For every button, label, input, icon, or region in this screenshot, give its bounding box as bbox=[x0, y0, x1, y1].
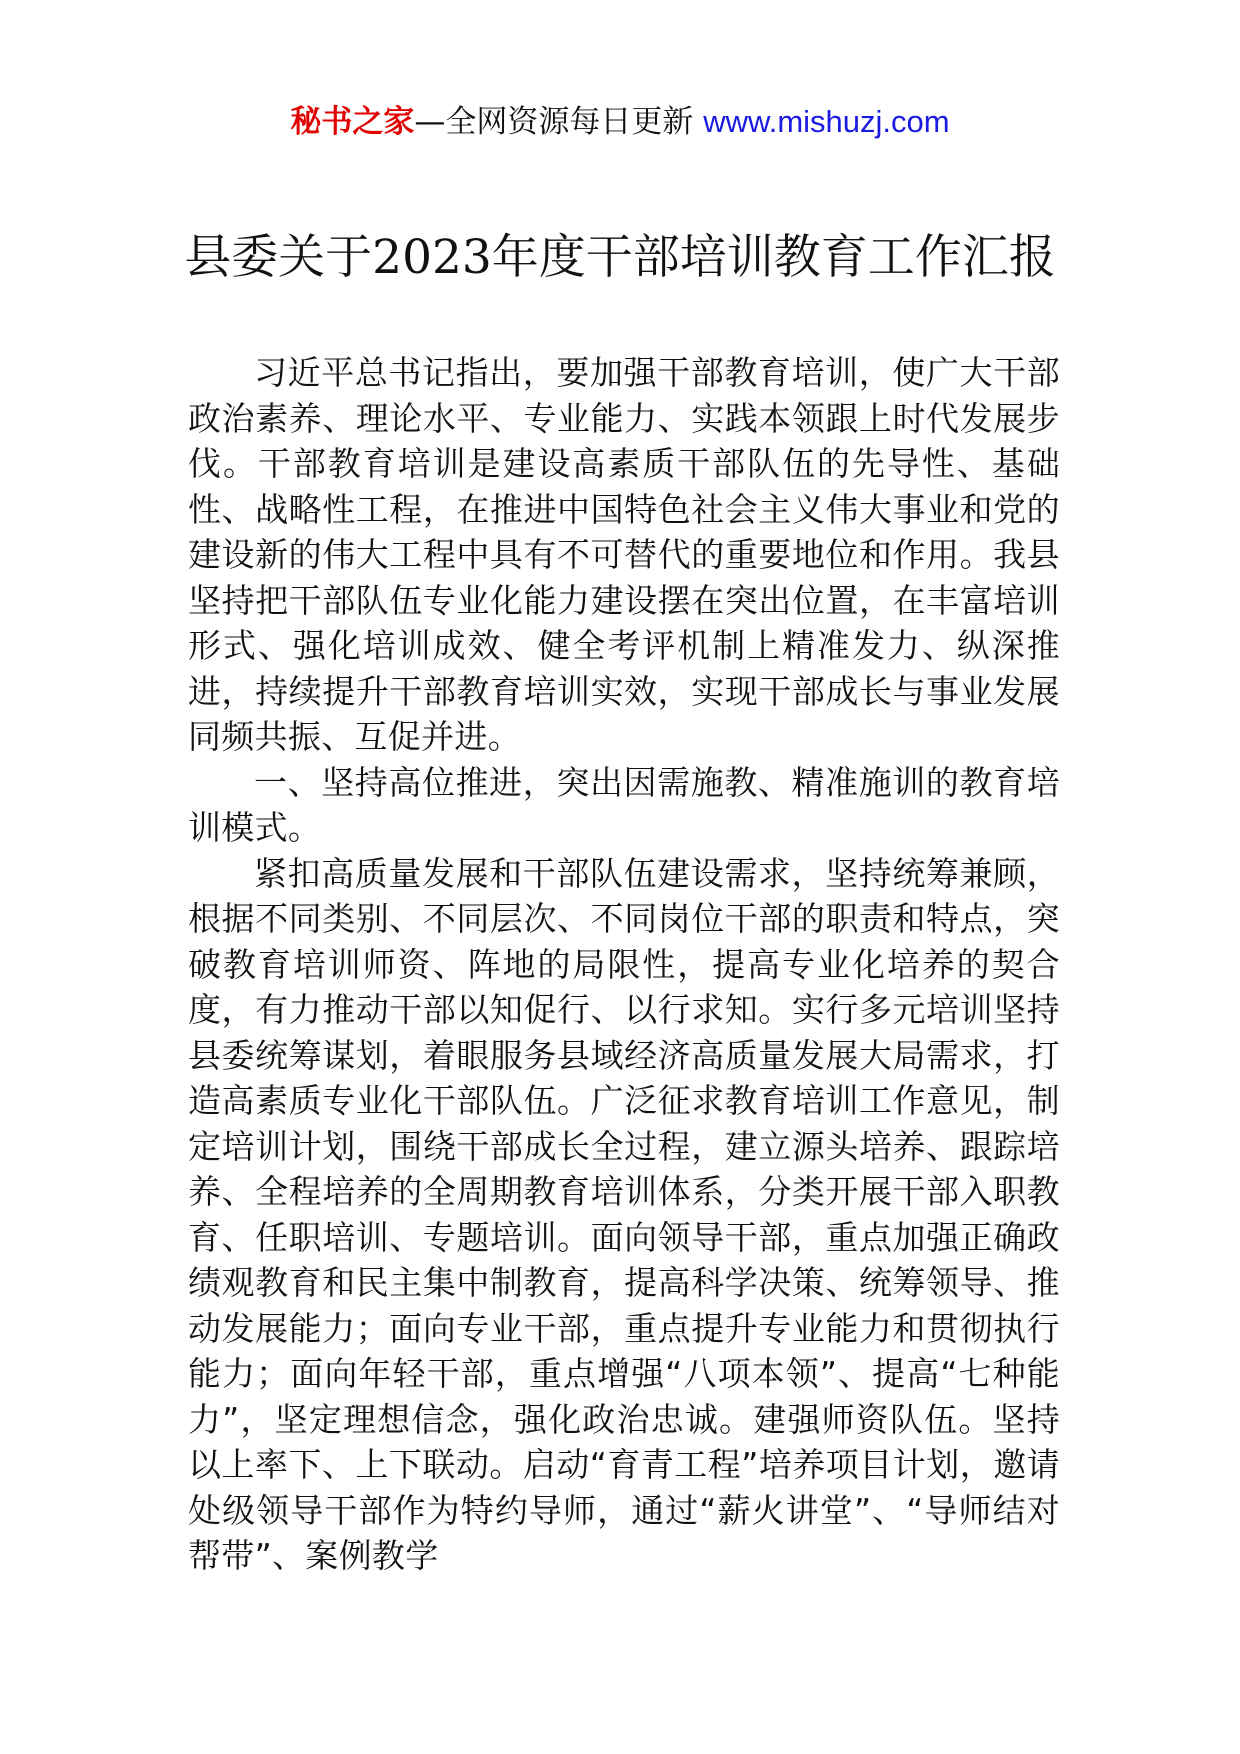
brand-name: 秘书之家 bbox=[290, 104, 415, 140]
page-header bbox=[0, 100, 1240, 144]
website-link[interactable]: www.mishuzj.com bbox=[703, 104, 950, 139]
header-slogan: —全网资源每日更新 bbox=[414, 104, 694, 140]
document-title: 县委关于2023年度干部培训教育工作汇报 bbox=[184, 230, 1056, 285]
paragraph-intro: 习近平总书记指出，要加强干部教育培训，使广大干部政治素养、理论水平、专业能力、实践本领跟上时代发展步伐。干部教育培训是建设高素质干部队伍的先导性、基础性、战略性工程，在推进中国特色社会主义伟大事业和党的建设新的伟大工程中具有不可替代的重要地位和作用。我县坚持把干部队伍专业化能力建设摆在突出位置，在丰富培训形式、强化培训成效、健全考评机制上精准发力、纵深推进，持续提升干部教育培训实效，实现干部成长与事业发展同频共振、互促并进。 bbox=[188, 353, 1060, 756]
paragraph-section-1: 紧扣高质量发展和干部队伍建设需求，坚持统筹兼顾，根据不同类别、不同层次、不同岗位干部的职责和特点，突破教育培训师资、阵地的局限性，提高专业化培养的契合度，有力推动干部以知促行、以行求知。实行多元培训坚持县委统筹谋划，着眼服务县域经济高质量发展大局需求，打造高素质专业化干部队伍。广泛征求教育培训工作意见，制定培训计划，围绕干部成长全过程，建立源头培养、跟踪培养、全程培养的全周期教育培训体系，分类开展干部入职教育、任职培训、专题培训。面向领导干部，重点加强正确政绩观教育和民主集中制教育，提高科学决策、统筹领导、推动发展能力；面向专业干部，重点提升专业能力和贯彻执行能力；面向年轻干部，重点增强“八项本领”、提高“七种能力”，坚定理想信念，强化政治忠诚。建强师资队伍。坚持以上率下、上下联动。启动“育青工程”培养项目计划，邀请处级领导干部作为特约导师，通过“薪火讲堂”、“导师结对帮带”、案例教学 bbox=[188, 853, 1060, 1575]
document-body bbox=[188, 350, 1060, 1579]
section-heading-1: 一、坚持高位推进，突出因需施教、精准施训的教育培训模式。 bbox=[188, 762, 1060, 847]
